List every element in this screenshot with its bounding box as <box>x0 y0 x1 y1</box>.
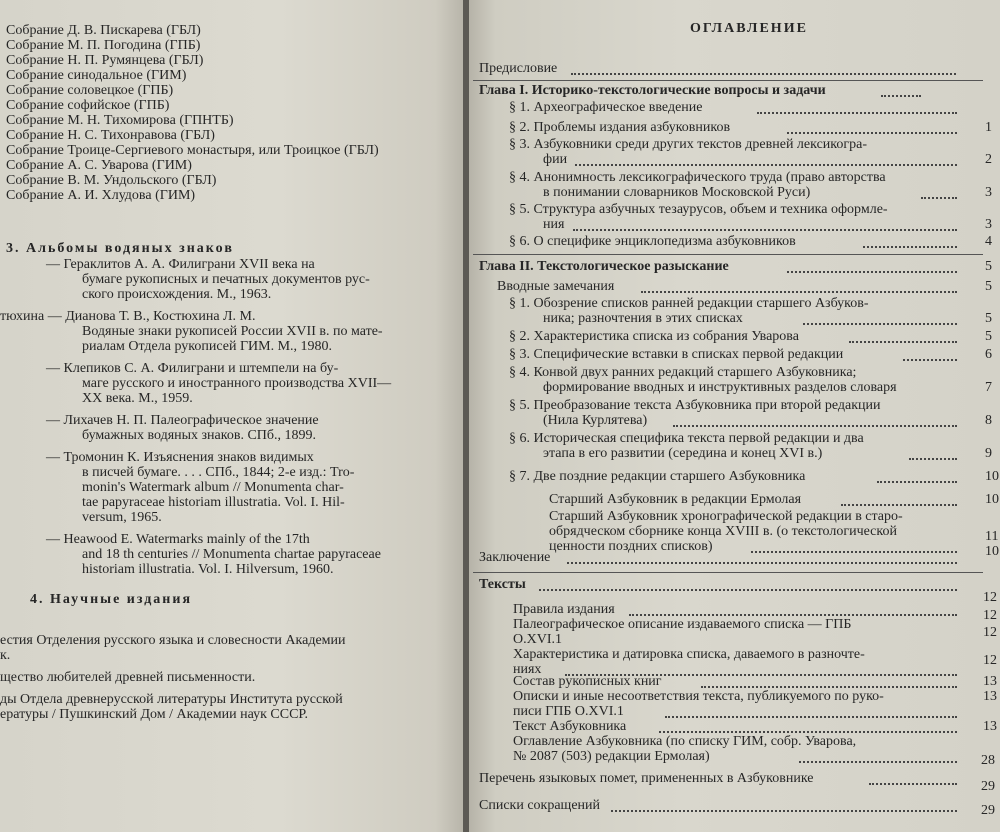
toc-page-number: 5 <box>985 329 992 344</box>
section-heading: 4. Научные издания <box>30 592 193 607</box>
edition-line: естия Отделения русского языка и словесности Академии <box>0 633 346 648</box>
toc-leader <box>571 73 956 75</box>
section-heading: 3. Альбомы водяных знаков <box>6 241 234 256</box>
toc-page-number: 12 <box>983 590 997 605</box>
toc-page-number: 28 <box>981 753 995 768</box>
album-line: Водяные знаки рукописей России XVII в. по мате- <box>82 324 383 339</box>
toc-entry: Характеристика и датировка списка, даваемого в разночте- <box>513 647 865 662</box>
toc-entry: Описки и иные несоответствия текста, публикуемого по руко- <box>513 689 884 704</box>
toc-entry: Перечень языковых помет, примененных в Азбуковнике <box>479 771 814 786</box>
toc-entry: Глава II. Текстологическое разыскание <box>479 259 729 274</box>
toc-entry: в понимании словарников Московской Руси) <box>543 185 811 200</box>
toc-page-number: 4 <box>985 234 992 249</box>
toc-entry: Оглавление Азбуковника (по списку ГИМ, собр. Уварова, <box>513 734 857 749</box>
toc-divider <box>473 254 983 255</box>
album-line: versum, 1965. <box>82 510 162 525</box>
toc-entry: § 6. О специфике энциклопедизма азбуковников <box>509 234 796 249</box>
toc-entry: § 5. Преобразование текста Азбуковника при второй редакции <box>509 398 881 413</box>
toc-leader <box>909 458 957 460</box>
collection-item: Собрание Н. С. Тихонравова (ГБЛ) <box>6 128 215 143</box>
toc-entry: Списки сокращений <box>479 798 601 813</box>
album-line: — Клепиков С. А. Филиграни и штемпели на бу- <box>46 361 339 376</box>
album-line: monin's Watermark album // Monumenta char- <box>82 480 344 495</box>
toc-entry: § 2. Проблемы издания азбуковников <box>509 120 731 135</box>
toc-entry: Глава I. Историко-текстологические вопросы и задачи <box>479 83 826 98</box>
toc-page-number: 7 <box>985 380 992 395</box>
toc-entry: § 4. Анонимность лексикографического труда (право авторства <box>509 170 886 185</box>
toc-page-number: 12 <box>983 608 997 623</box>
album-line: бумажных водяных знаков. СПб., 1899. <box>82 428 317 443</box>
toc-entry: этапа в его развитии (середина и конец XVI в.) <box>543 446 823 461</box>
toc-page-number: 3 <box>985 217 992 232</box>
toc-leader <box>903 359 957 361</box>
toc-page-number: 2 <box>985 152 992 167</box>
toc-page-number: 10 <box>985 492 999 507</box>
toc-leader <box>803 323 957 325</box>
toc-entry: § 2. Характеристика списка из собрания Уварова <box>509 329 799 344</box>
album-line: — Гераклитов А. А. Филиграни XVII века на <box>46 257 315 272</box>
collection-item: Собрание софийское (ГПБ) <box>6 98 170 113</box>
collection-item: Собрание М. Н. Тихомирова (ГПНТБ) <box>6 113 234 128</box>
toc-leader <box>611 810 957 812</box>
album-line: бумаге рукописных и печатных документов рус- <box>82 272 370 287</box>
album-line: маге русского и иностранного производства XVII— <box>82 376 392 391</box>
toc-page-number: 5 <box>985 279 992 294</box>
toc-entry: § 7. Две поздние редакции старшего Азбуковника <box>509 469 806 484</box>
toc-page-number: 5 <box>985 311 992 326</box>
album-line: XX века. М., 1959. <box>82 391 193 406</box>
toc-entry: обрядческом сборнике конца XVIII в. (о текстологической <box>549 524 897 539</box>
toc-leader <box>757 112 957 114</box>
toc-entry: Старший Азбуковник в редакции Ермолая <box>549 492 802 507</box>
collection-item: Собрание В. М. Ундольского (ГБЛ) <box>6 173 217 188</box>
toc-page-number: 29 <box>981 779 995 794</box>
toc-entry: Палеографическое описание издаваемого списка — ГПБ <box>513 617 852 632</box>
toc-entry: Правила издания <box>513 602 615 617</box>
toc-leader <box>701 686 957 688</box>
toc-page-number: 9 <box>985 446 992 461</box>
toc-page-number: 10 <box>985 469 999 484</box>
toc-page-number: 1 <box>985 120 992 135</box>
toc-leader <box>869 783 957 785</box>
page-title: ОГЛАВЛЕНИЕ <box>690 21 808 36</box>
toc-entry: фии <box>543 152 568 167</box>
album-line: — Лихачев Н. П. Палеографическое значение <box>46 413 319 428</box>
toc-leader <box>659 731 957 733</box>
album-line: в писчей бумаге. . . . СПб., 1844; 2-е изд.: Tro- <box>82 465 355 480</box>
toc-page-number: 13 <box>983 719 997 734</box>
toc-leader <box>787 271 957 273</box>
toc-entry: Тексты <box>479 577 526 592</box>
toc-entry: ния <box>543 217 565 232</box>
collection-item: Собрание Троице-Сергиевого монастыря, или Троицкое (ГБЛ) <box>6 143 379 158</box>
collection-item: Собрание соловецкое (ГПБ) <box>6 83 174 98</box>
toc-leader <box>751 551 957 553</box>
toc-entry: § 3. Специфические вставки в списках первой редакции <box>509 347 844 362</box>
toc-entry: писи ГПБ O.XVI.1 <box>513 704 624 719</box>
toc-entry: § 1. Археографическое введение <box>509 100 703 115</box>
toc-page-number: 6 <box>985 347 992 362</box>
toc-leader <box>665 716 957 718</box>
edition-line: к. <box>0 648 11 663</box>
toc-leader <box>573 229 957 231</box>
toc-page-number: 13 <box>983 689 997 704</box>
toc-entry: § 6. Историческая специфика текста первой редакции и два <box>509 431 864 446</box>
toc-entry: O.XVI.1 <box>513 632 562 647</box>
toc-entry: ниях <box>513 662 542 677</box>
toc-entry: формирование вводных и инструктивных разделов словаря <box>543 380 897 395</box>
toc-page-number: 3 <box>985 185 992 200</box>
toc-entry: Предисловие <box>479 61 558 76</box>
toc-divider <box>473 572 983 573</box>
toc-leader <box>567 562 957 564</box>
edition-line: щество любителей древней письменности. <box>0 670 256 685</box>
album-line: tae papyraceae historiam illustratia. Vol. I. Hil- <box>82 495 345 510</box>
edition-line: ературы / Пушкинский Дом / Академии наук СССР. <box>0 707 308 722</box>
toc-entry: № 2087 (503) редакции Ермолая) <box>513 749 710 764</box>
toc-leader <box>539 589 957 591</box>
album-line: historiam illustratia. Vol. I. Hilversum, 1960. <box>82 562 334 577</box>
toc-leader <box>575 164 957 166</box>
toc-entry: (Нила Курлятева) <box>543 413 648 428</box>
toc-entry: ценности поздних списков) <box>549 539 713 554</box>
toc-entry: Состав рукописных книг <box>513 674 662 689</box>
toc-page-number: 29 <box>981 803 995 818</box>
album-line: ского происхождения. М., 1963. <box>82 287 272 302</box>
toc-leader <box>921 197 957 199</box>
album-line: — Тромонин К. Изъяснения знаков видимых <box>46 450 314 465</box>
toc-entry: Старший Азбуковник хронографической редакции в старо- <box>549 509 903 524</box>
collection-item: Собрание М. П. Погодина (ГПБ) <box>6 38 201 53</box>
toc-leader <box>673 425 957 427</box>
toc-leader <box>849 341 957 343</box>
toc-page-number: 12 <box>983 625 997 640</box>
left-page <box>0 0 463 832</box>
toc-page-number: 11 <box>985 529 999 544</box>
toc-entry: Заключение <box>479 550 551 565</box>
toc-leader <box>629 614 957 616</box>
toc-leader <box>799 761 957 763</box>
toc-entry: § 3. Азбуковники среди других текстов древней лексикогра- <box>509 137 867 152</box>
toc-entry: ника; разночтения в этих списках <box>543 311 743 326</box>
album-line: and 18 th centuries // Monumenta chartae papyraceae <box>82 547 381 562</box>
collection-item: Собрание синодальное (ГИМ) <box>6 68 187 83</box>
toc-leader <box>877 481 957 483</box>
toc-leader <box>881 95 921 97</box>
toc-entry: Текст Азбуковника <box>513 719 627 734</box>
collection-item: Собрание Д. В. Пискарева (ГБЛ) <box>6 23 201 38</box>
collection-item: Собрание А. И. Хлудова (ГИМ) <box>6 188 196 203</box>
toc-entry: § 5. Структура азбучных тезаурусов, объем и техника оформле- <box>509 202 888 217</box>
toc-entry: Вводные замечания <box>497 279 615 294</box>
edition-line: ды Отдела древнерусской литературы Института русской <box>0 692 343 707</box>
toc-page-number: 10 <box>985 544 999 559</box>
toc-page-number: 13 <box>983 674 997 689</box>
toc-page-number: 5 <box>985 259 992 274</box>
toc-leader <box>787 132 957 134</box>
collection-item: Собрание Н. П. Румянцева (ГБЛ) <box>6 53 204 68</box>
toc-entry: § 4. Конвой двух ранних редакций старшего Азбуковника; <box>509 365 857 380</box>
toc-leader <box>841 504 957 506</box>
toc-entry: § 1. Обозрение списков ранней редакции старшего Азбуков- <box>509 296 869 311</box>
toc-page-number: 12 <box>983 653 997 668</box>
toc-divider <box>473 80 983 81</box>
right-page <box>469 0 1000 832</box>
collection-item: Собрание А. С. Уварова (ГИМ) <box>6 158 192 173</box>
toc-page-number: 8 <box>985 413 992 428</box>
toc-leader <box>641 291 957 293</box>
album-line: риалам Отдела рукописей ГИМ. М., 1980. <box>82 339 333 354</box>
album-line: — Heawood E. Watermarks mainly of the 17th <box>46 532 310 547</box>
album-line: тюхина — Дианова Т. В., Костюхина Л. М. <box>0 309 256 324</box>
toc-leader <box>863 246 957 248</box>
